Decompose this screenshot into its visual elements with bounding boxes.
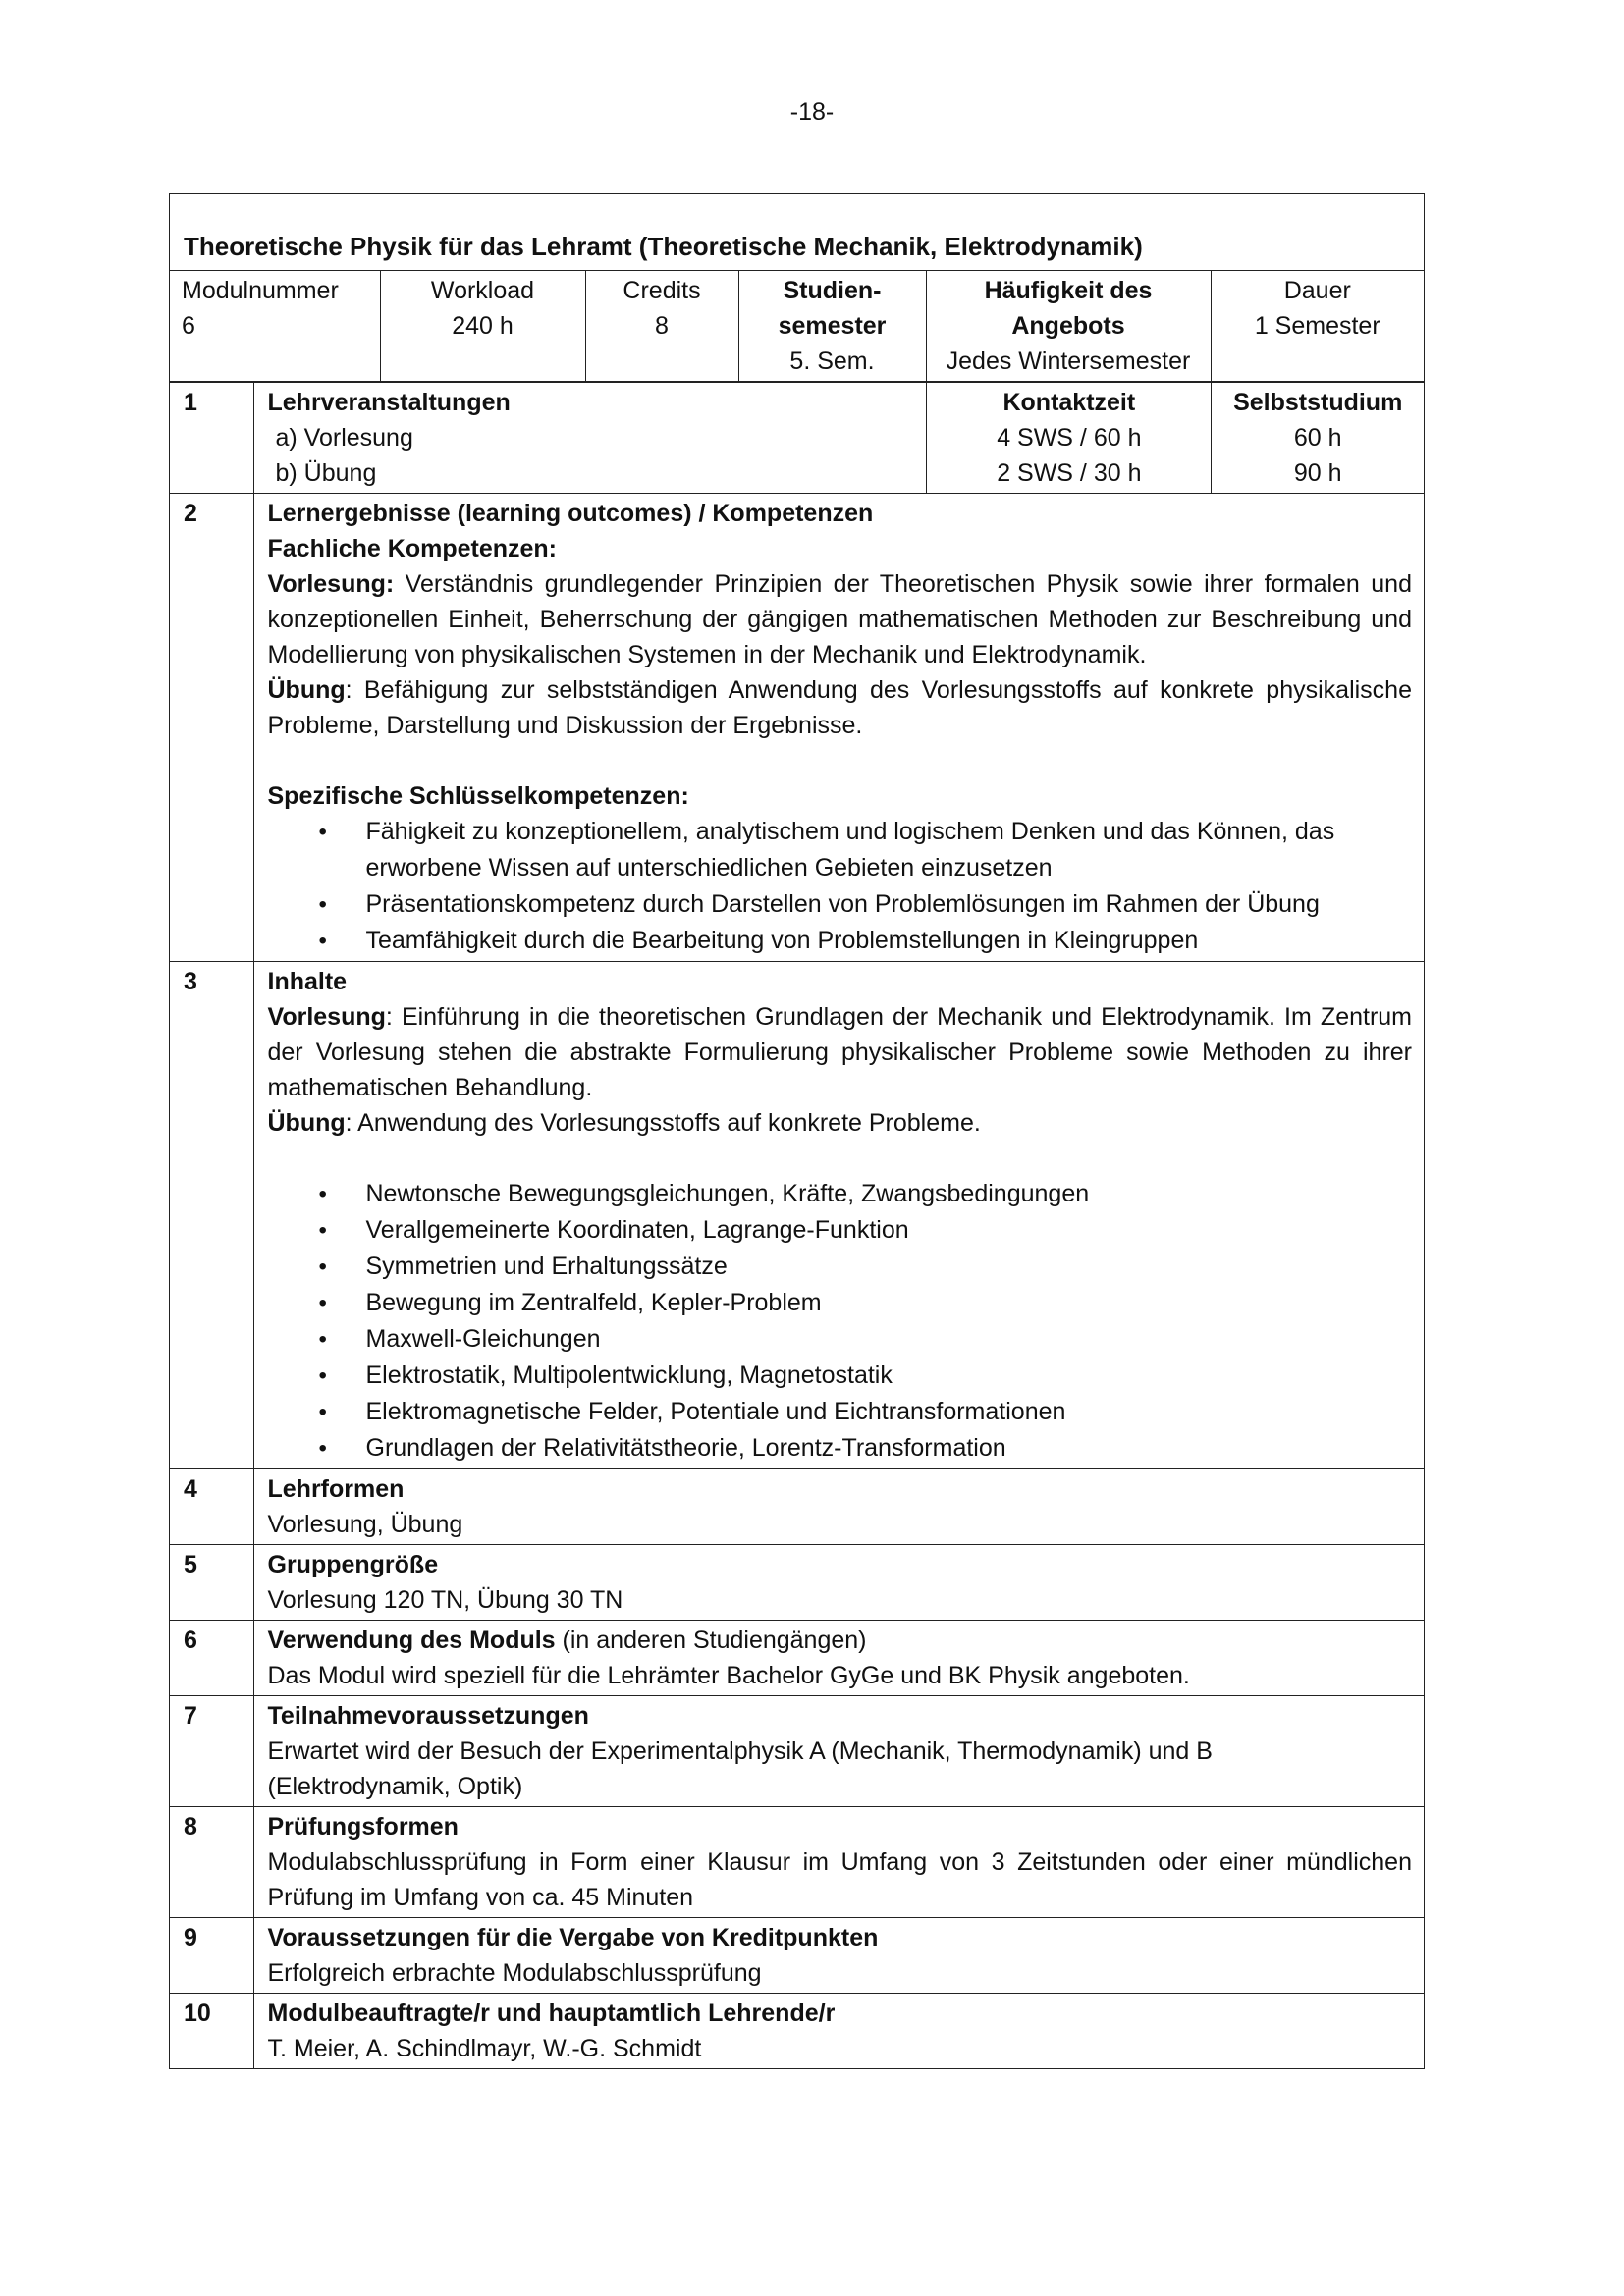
section-text-line-2: (Elektrodynamik, Optik) [267,1773,523,1800]
uebung-paragraph [268,672,1413,743]
list-item: • Symmetrien und Erhaltungssätze [366,1249,1413,1285]
section-8 [170,1807,1424,1918]
credits-cell [585,271,738,382]
section-number: 6 [170,1621,253,1696]
kontaktzeit-a: 4 SWS / 60 h [997,424,1142,452]
selbststudium-b: 90 h [1293,459,1342,487]
section-number: 5 [170,1545,253,1621]
module-header-table [170,271,1424,382]
vorlesung-paragraph [268,999,1413,1105]
modulnummer-value: 6 [182,312,195,340]
section-6-content [253,1621,1424,1696]
workload-cell [380,271,585,382]
section-1 [170,383,1424,494]
kontaktzeit-b: 2 SWS / 30 h [997,459,1142,487]
uebung-label: Übung [267,1109,346,1137]
studiensemester-cell [738,271,926,382]
section-3 [170,962,1424,1469]
section-title-suffix: (in anderen Studiengängen) [555,1627,867,1654]
dauer-label: Dauer [1283,277,1351,304]
uebung-label: Übung [267,676,346,704]
section-number: 8 [170,1807,253,1918]
list-item: • Verallgemeinerte Koordinaten, Lagrange-Funktion [366,1212,1413,1249]
section-5 [170,1545,1424,1621]
vorlesung-label: Vorlesung [267,1003,386,1031]
section-title: Lernergebnisse (learning outcomes) / Kompetenzen [267,500,874,527]
section-number: 7 [170,1696,253,1807]
section-8-content [253,1807,1424,1918]
section-6 [170,1621,1424,1696]
haeufigkeit-label-2: Angebots [1011,312,1125,340]
section-2-content [253,494,1424,962]
section-9 [170,1918,1424,1994]
module-sections-table [170,382,1424,2069]
section-title: Gruppengröße [267,1551,439,1578]
selbststudium-label: Selbststudium [1233,389,1403,416]
section-10 [170,1994,1424,2069]
section-text: Vorlesung, Übung [267,1511,463,1538]
section-title: Inhalte [267,968,348,995]
section-10-content [253,1994,1424,2069]
studiensemester-value: 5. Sem. [789,347,875,375]
page-number: -18- [789,98,835,126]
selbststudium-a: 60 h [1293,424,1342,452]
studiensemester-label-2: semester [778,312,887,340]
section-text: Modulabschlussprüfung in Form einer Klausur im Umfang von 3 Zeitstunden oder einer mündlichen Prüfung im Umfang von ca. 45 Minuten [267,1848,1412,1911]
inhalte-list [268,1176,1413,1467]
section-title: Lehrformen [267,1475,405,1503]
section-3-content [253,962,1424,1469]
list-item: • Teamfähigkeit durch die Bearbeitung von Problemstellungen in Kleingruppen [366,923,1413,959]
list-item: • Maxwell-Gleichungen [366,1321,1413,1358]
vorlesung-text: Verständnis grundlegender Prinzipien der Theoretischen Physik sowie ihrer formalen und konzeptionellen Einheit, Beherrschung der gängigen mathematischen Methoden zur Beschreibung und Modellierung von physikalischen Systemen in der Mechanik und Elektrodynamik. [267,570,1412,668]
credits-label: Credits [623,277,701,304]
schluesselkompetenzen-list [268,814,1413,959]
lv-item-a: a) Vorlesung [275,424,413,452]
haeufigkeit-label-1: Häufigkeit des [984,277,1153,304]
section-text: Vorlesung 120 TN, Übung 30 TN [267,1586,623,1614]
section-text: Das Modul wird speziell für die Lehrämter Bachelor GyGe und BK Physik angeboten. [267,1662,1190,1689]
studiensemester-label-1: Studien- [783,277,882,304]
modulnummer-cell [170,271,380,382]
section-7 [170,1696,1424,1807]
section-text: T. Meier, A. Schindlmayr, W.-G. Schmidt [267,2035,702,2062]
uebung-text: : Anwendung des Vorlesungsstoffs auf konkrete Probleme. [345,1109,981,1137]
section-title: Modulbeauftragte/r und hauptamtlich Lehrende/r [267,2000,836,2027]
module-table [169,193,1425,2069]
kontaktzeit-label: Kontaktzeit [1002,389,1136,416]
section-title: Lehrveranstaltungen [267,389,511,416]
module-title-row [170,194,1424,271]
list-item: • Newtonsche Bewegungsgleichungen, Kräfte, Zwangsbedingungen [366,1176,1413,1212]
section-5-content [253,1545,1424,1621]
section-number: 4 [170,1469,253,1545]
uebung-text: : Befähigung zur selbstständigen Anwendung des Vorlesungsstoffs auf konkrete physikalische Probleme, Darstellung und Diskussion der Ergebnisse. [267,676,1412,739]
workload-value: 240 h [452,312,514,340]
section-title: Verwendung des Moduls [267,1627,556,1654]
vorlesung-label: Vorlesung: [267,570,395,598]
section-text: Erfolgreich erbrachte Modulabschlussprüfung [267,1959,762,1987]
modulnummer-label: Modulnummer [182,277,339,304]
section-4-content [253,1469,1424,1545]
section-1-content [253,383,1424,494]
list-item: • Grundlagen der Relativitätstheorie, Lorentz-Transformation [366,1430,1413,1467]
section-9-content [253,1918,1424,1994]
section-title: Prüfungsformen [267,1813,459,1841]
fachliche-kompetenzen-title: Fachliche Kompetenzen: [267,535,557,562]
module-title: Theoretische Physik für das Lehramt (Theoretische Mechanik, Elektrodynamik) [184,232,1143,261]
section-number: 9 [170,1918,253,1994]
section-number: 2 [170,494,253,962]
section-number: 3 [170,962,253,1469]
list-item: • Bewegung im Zentralfeld, Kepler-Problem [366,1285,1413,1321]
credits-value: 8 [655,312,669,340]
list-item: • Elektrostatik, Multipolentwicklung, Magnetostatik [366,1358,1413,1394]
section-number: 1 [170,383,253,494]
list-item: • Fähigkeit zu konzeptionellem, analytischem und logischem Denken und das Können, das erworbene Wissen auf unterschiedlichen Gebieten einzusetzen [366,814,1413,886]
section-title: Teilnahmevoraussetzungen [267,1702,589,1730]
list-item: • Elektromagnetische Felder, Potentiale und Eichtransformationen [366,1394,1413,1430]
vorlesung-text: : Einführung in die theoretischen Grundlagen der Mechanik und Elektrodynamik. Im Zentrum der Vorlesung stehen die abstrakte Formulierung physikalischer Probleme sowie Methoden zu ihrer mathematischen Behandlung. [267,1003,1412,1101]
section-heading [268,1623,1413,1658]
workload-label: Workload [430,277,535,304]
schluesselkompetenzen-title: Spezifische Schlüsselkompetenzen: [267,782,689,810]
list-item: • Präsentationskompetenz durch Darstellen von Problemlösungen im Rahmen der Übung [366,886,1413,923]
section-text-line-1: Erwartet wird der Besuch der Experimentalphysik A (Mechanik, Thermodynamik) und B [267,1737,1213,1765]
vorlesung-paragraph [268,566,1413,672]
dauer-value: 1 Semester [1254,312,1380,340]
dauer-cell [1211,271,1424,382]
section-number: 10 [170,1994,253,2069]
uebung-paragraph [268,1105,1413,1141]
section-7-content [253,1696,1424,1807]
section-title: Voraussetzungen für die Vergabe von Kreditpunkten [267,1924,879,1951]
section-4 [170,1469,1424,1545]
haeufigkeit-cell [926,271,1211,382]
lv-item-b: b) Übung [275,459,377,487]
section-2 [170,494,1424,962]
haeufigkeit-value: Jedes Wintersemester [946,347,1191,375]
